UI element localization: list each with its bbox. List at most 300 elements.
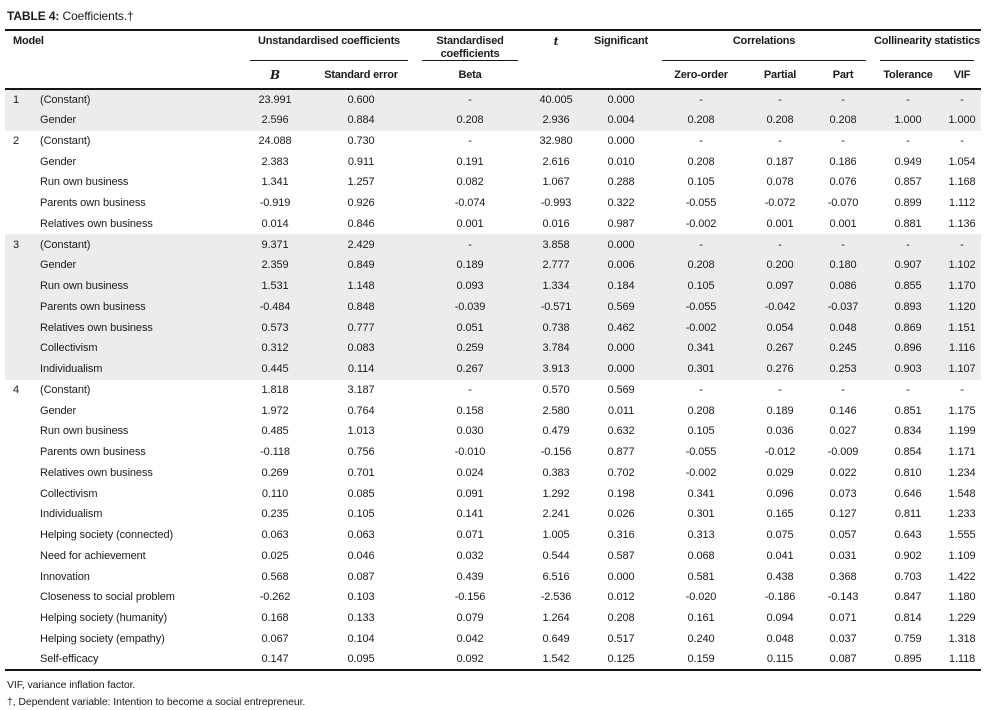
value-cell: 0.208	[587, 608, 655, 629]
value-cell: 3.913	[525, 359, 587, 380]
value-cell: -0.484	[243, 297, 307, 318]
footnote-vif: VIF, variance inflation factor.	[7, 677, 981, 694]
value-cell: 0.048	[813, 317, 873, 338]
value-cell: 1.013	[307, 421, 415, 442]
value-cell: -	[873, 131, 943, 152]
column-header-model: Model	[5, 31, 243, 89]
value-cell: 0.245	[813, 338, 873, 359]
model-number-cell	[5, 297, 33, 318]
value-cell: -0.118	[243, 442, 307, 463]
predictor-label-cell: Helping society (humanity)	[33, 608, 243, 629]
table-row	[5, 525, 981, 546]
value-cell: 1.054	[943, 151, 981, 172]
value-cell: -	[415, 89, 525, 110]
value-cell: 0.091	[415, 483, 525, 504]
value-cell: 0.438	[747, 566, 813, 587]
value-cell: -	[415, 234, 525, 255]
value-cell: 0.368	[813, 566, 873, 587]
value-cell: -0.993	[525, 193, 587, 214]
value-cell: 1.136	[943, 214, 981, 235]
predictor-label-cell: Relatives own business	[33, 463, 243, 484]
value-cell: 0.911	[307, 151, 415, 172]
value-cell: 0.949	[873, 151, 943, 172]
column-header-t: t	[525, 31, 587, 89]
value-cell: 0.485	[243, 421, 307, 442]
value-cell: 1.118	[943, 649, 981, 670]
value-cell: 0.764	[307, 400, 415, 421]
model-number-cell	[5, 442, 33, 463]
value-cell: 3.187	[307, 380, 415, 401]
value-cell: 0.208	[655, 110, 747, 131]
value-cell: 0.087	[813, 649, 873, 670]
group-header-standardised-coefficients: Standardised coefficients	[415, 31, 525, 61]
value-cell: 0.184	[587, 276, 655, 297]
value-cell: 0.085	[307, 483, 415, 504]
predictor-label-cell: (Constant)	[33, 131, 243, 152]
value-cell: -	[813, 131, 873, 152]
value-cell: 0.036	[747, 421, 813, 442]
value-cell: 0.092	[415, 649, 525, 670]
value-cell: 1.067	[525, 172, 587, 193]
value-cell: 1.548	[943, 483, 981, 504]
model-number-cell	[5, 504, 33, 525]
table-row	[5, 110, 981, 131]
value-cell: 1.229	[943, 608, 981, 629]
model-number-cell	[5, 421, 33, 442]
value-cell: 2.241	[525, 504, 587, 525]
model-number-cell	[5, 649, 33, 670]
table-row	[5, 89, 981, 110]
value-cell: 0.048	[747, 629, 813, 650]
value-cell: 0.189	[747, 400, 813, 421]
value-cell: -0.571	[525, 297, 587, 318]
model-number-cell	[5, 566, 33, 587]
value-cell: 0.847	[873, 587, 943, 608]
value-cell: -0.186	[747, 587, 813, 608]
value-cell: -	[747, 131, 813, 152]
value-cell: 0.573	[243, 317, 307, 338]
predictor-label-cell: Relatives own business	[33, 317, 243, 338]
predictor-label-cell: Run own business	[33, 421, 243, 442]
value-cell: 0.051	[415, 317, 525, 338]
value-cell: 1.005	[525, 525, 587, 546]
value-cell: 0.093	[415, 276, 525, 297]
value-cell: -0.042	[747, 297, 813, 318]
value-cell: 0.811	[873, 504, 943, 525]
value-cell: 0.987	[587, 214, 655, 235]
value-cell: 0.087	[307, 566, 415, 587]
predictor-label-cell: Collectivism	[33, 338, 243, 359]
value-cell: 0.643	[873, 525, 943, 546]
value-cell: -0.156	[525, 442, 587, 463]
value-cell: -0.055	[655, 193, 747, 214]
value-cell: 0.187	[747, 151, 813, 172]
value-cell: 1.171	[943, 442, 981, 463]
value-cell: 1.112	[943, 193, 981, 214]
value-cell: 1.234	[943, 463, 981, 484]
value-cell: 0.269	[243, 463, 307, 484]
value-cell: 0.071	[415, 525, 525, 546]
model-number-cell	[5, 110, 33, 131]
value-cell: 0.057	[813, 525, 873, 546]
value-cell: 0.071	[813, 608, 873, 629]
value-cell: 0.073	[813, 483, 873, 504]
value-cell: 1.000	[943, 110, 981, 131]
group-header-collinearity-statistics: Collinearity statistics	[873, 31, 981, 61]
model-number-cell	[5, 276, 33, 297]
column-header-standard-error: Standard error	[307, 61, 415, 89]
value-cell: 0.105	[655, 172, 747, 193]
value-cell: 0.000	[587, 338, 655, 359]
table-row	[5, 629, 981, 650]
table-row	[5, 400, 981, 421]
coefficients-table	[5, 31, 981, 671]
value-cell: 0.313	[655, 525, 747, 546]
value-cell: -	[655, 131, 747, 152]
value-cell: 0.240	[655, 629, 747, 650]
value-cell: 0.869	[873, 317, 943, 338]
value-cell: 0.078	[747, 172, 813, 193]
value-cell: 0.288	[587, 172, 655, 193]
value-cell: -0.002	[655, 214, 747, 235]
value-cell: 0.439	[415, 566, 525, 587]
value-cell: 9.371	[243, 234, 307, 255]
value-cell: -0.009	[813, 442, 873, 463]
predictor-label-cell: Individualism	[33, 504, 243, 525]
predictor-label-cell: Run own business	[33, 172, 243, 193]
value-cell: -	[747, 380, 813, 401]
table-footnotes	[5, 671, 981, 710]
value-cell: 0.730	[307, 131, 415, 152]
predictor-label-cell: Need for achievement	[33, 546, 243, 567]
value-cell: -0.070	[813, 193, 873, 214]
value-cell: 0.105	[655, 276, 747, 297]
column-header-significant: Significant	[587, 31, 655, 89]
predictor-label-cell: Gender	[33, 400, 243, 421]
value-cell: 0.095	[307, 649, 415, 670]
table-row	[5, 608, 981, 629]
predictor-label-cell: (Constant)	[33, 380, 243, 401]
value-cell: -0.074	[415, 193, 525, 214]
predictor-label-cell: Parents own business	[33, 297, 243, 318]
predictor-label-cell: Run own business	[33, 276, 243, 297]
value-cell: 0.312	[243, 338, 307, 359]
value-cell: -0.919	[243, 193, 307, 214]
value-cell: -0.002	[655, 463, 747, 484]
value-cell: 0.000	[587, 131, 655, 152]
value-cell: 0.046	[307, 546, 415, 567]
value-cell: 0.189	[415, 255, 525, 276]
value-cell: -	[655, 234, 747, 255]
value-cell: 0.814	[873, 608, 943, 629]
value-cell: -0.012	[747, 442, 813, 463]
table-row	[5, 442, 981, 463]
value-cell: -	[415, 131, 525, 152]
value-cell: 0.114	[307, 359, 415, 380]
value-cell: 0.004	[587, 110, 655, 131]
value-cell: 1.148	[307, 276, 415, 297]
table-row	[5, 214, 981, 235]
value-cell: 0.161	[655, 608, 747, 629]
value-cell: 24.088	[243, 131, 307, 152]
value-cell: 1.264	[525, 608, 587, 629]
value-cell: 0.165	[747, 504, 813, 525]
value-cell: 0.000	[587, 359, 655, 380]
predictor-label-cell: Helping society (connected)	[33, 525, 243, 546]
table-row	[5, 566, 981, 587]
value-cell: 0.517	[587, 629, 655, 650]
value-cell: 0.031	[813, 546, 873, 567]
model-number-cell	[5, 317, 33, 338]
value-cell: 0.001	[813, 214, 873, 235]
value-cell: 0.025	[243, 546, 307, 567]
value-cell: -0.262	[243, 587, 307, 608]
table-header	[5, 31, 981, 89]
value-cell: 0.000	[587, 234, 655, 255]
table-row	[5, 380, 981, 401]
value-cell: 0.103	[307, 587, 415, 608]
value-cell: -	[943, 380, 981, 401]
model-number-cell: 1	[5, 89, 33, 110]
model-number-cell	[5, 400, 33, 421]
value-cell: 0.600	[307, 89, 415, 110]
footnote-dependent-variable: †, Dependent variable: Intention to become a social entrepreneur.	[7, 694, 981, 710]
column-header-tolerance: Tolerance	[873, 61, 943, 89]
value-cell: 0.445	[243, 359, 307, 380]
value-cell: 0.881	[873, 214, 943, 235]
table-row	[5, 234, 981, 255]
value-cell: 0.208	[747, 110, 813, 131]
value-cell: 0.010	[587, 151, 655, 172]
value-cell: 0.569	[587, 297, 655, 318]
value-cell: 32.980	[525, 131, 587, 152]
value-cell: 1.175	[943, 400, 981, 421]
predictor-label-cell: (Constant)	[33, 89, 243, 110]
value-cell: 0.022	[813, 463, 873, 484]
value-cell: 0.029	[747, 463, 813, 484]
value-cell: 0.180	[813, 255, 873, 276]
value-cell: 0.851	[873, 400, 943, 421]
value-cell: 2.596	[243, 110, 307, 131]
model-number-cell	[5, 172, 33, 193]
value-cell: 0.110	[243, 483, 307, 504]
header-group-row	[5, 31, 981, 61]
value-cell: 2.580	[525, 400, 587, 421]
value-cell: 0.075	[747, 525, 813, 546]
value-cell: 0.104	[307, 629, 415, 650]
value-cell: 0.855	[873, 276, 943, 297]
value-cell: 0.133	[307, 608, 415, 629]
value-cell: 0.042	[415, 629, 525, 650]
table-row	[5, 193, 981, 214]
value-cell: 1.542	[525, 649, 587, 670]
value-cell: 0.253	[813, 359, 873, 380]
value-cell: 0.032	[415, 546, 525, 567]
value-cell: -0.055	[655, 442, 747, 463]
value-cell: 0.011	[587, 400, 655, 421]
value-cell: 0.907	[873, 255, 943, 276]
group-header-correlations: Correlations	[655, 31, 873, 61]
predictor-label-cell: Relatives own business	[33, 214, 243, 235]
value-cell: 0.198	[587, 483, 655, 504]
value-cell: 0.877	[587, 442, 655, 463]
value-cell: -0.055	[655, 297, 747, 318]
value-cell: -	[873, 234, 943, 255]
column-header-beta: Beta	[415, 61, 525, 89]
value-cell: 1.109	[943, 546, 981, 567]
value-cell: 0.570	[525, 380, 587, 401]
value-cell: -	[655, 89, 747, 110]
value-cell: 0.810	[873, 463, 943, 484]
value-cell: 1.555	[943, 525, 981, 546]
value-cell: 0.097	[747, 276, 813, 297]
value-cell: 1.334	[525, 276, 587, 297]
value-cell: -	[655, 380, 747, 401]
model-number-cell: 2	[5, 131, 33, 152]
value-cell: 0.001	[415, 214, 525, 235]
value-cell: 1.168	[943, 172, 981, 193]
value-cell: 0.267	[747, 338, 813, 359]
value-cell: 0.115	[747, 649, 813, 670]
value-cell: 0.067	[243, 629, 307, 650]
value-cell: -	[747, 89, 813, 110]
value-cell: 1.180	[943, 587, 981, 608]
predictor-label-cell: Individualism	[33, 359, 243, 380]
value-cell: 0.759	[873, 629, 943, 650]
predictor-label-cell: Closeness to social problem	[33, 587, 243, 608]
value-cell: 0.159	[655, 649, 747, 670]
model-number-cell	[5, 525, 33, 546]
value-cell: 0.902	[873, 546, 943, 567]
value-cell: 0.006	[587, 255, 655, 276]
value-cell: 0.738	[525, 317, 587, 338]
predictor-label-cell: Helping society (empathy)	[33, 629, 243, 650]
table-row	[5, 276, 981, 297]
predictor-label-cell: (Constant)	[33, 234, 243, 255]
value-cell: 0.383	[525, 463, 587, 484]
value-cell: 0.301	[655, 504, 747, 525]
value-cell: 2.777	[525, 255, 587, 276]
model-number-cell	[5, 629, 33, 650]
value-cell: 0.086	[813, 276, 873, 297]
table-row	[5, 359, 981, 380]
value-cell: 0.846	[307, 214, 415, 235]
value-cell: 2.383	[243, 151, 307, 172]
value-cell: -	[873, 89, 943, 110]
table-body	[5, 89, 981, 670]
value-cell: 2.359	[243, 255, 307, 276]
value-cell: 0.016	[525, 214, 587, 235]
column-header-partial: Partial	[747, 61, 813, 89]
predictor-label-cell: Innovation	[33, 566, 243, 587]
value-cell: 0.895	[873, 649, 943, 670]
model-number-cell	[5, 151, 33, 172]
value-cell: 0.208	[655, 151, 747, 172]
value-cell: -	[943, 234, 981, 255]
model-number-cell	[5, 546, 33, 567]
value-cell: 0.037	[813, 629, 873, 650]
predictor-label-cell: Gender	[33, 151, 243, 172]
value-cell: 0.756	[307, 442, 415, 463]
table-row	[5, 131, 981, 152]
value-cell: 0.581	[655, 566, 747, 587]
value-cell: 0.208	[655, 255, 747, 276]
predictor-label-cell: Parents own business	[33, 193, 243, 214]
value-cell: 0.903	[873, 359, 943, 380]
value-cell: 1.318	[943, 629, 981, 650]
value-cell: 1.170	[943, 276, 981, 297]
value-cell: 0.857	[873, 172, 943, 193]
value-cell: 1.972	[243, 400, 307, 421]
value-cell: 0.127	[813, 504, 873, 525]
value-cell: 0.168	[243, 608, 307, 629]
value-cell: 0.000	[587, 89, 655, 110]
table-title	[5, 5, 981, 31]
value-cell: 1.116	[943, 338, 981, 359]
table-row	[5, 504, 981, 525]
value-cell: 0.854	[873, 442, 943, 463]
model-number-cell: 4	[5, 380, 33, 401]
model-number-cell	[5, 463, 33, 484]
value-cell: 1.257	[307, 172, 415, 193]
value-cell: 0.094	[747, 608, 813, 629]
value-cell: 0.083	[307, 338, 415, 359]
value-cell: 2.616	[525, 151, 587, 172]
value-cell: 0.701	[307, 463, 415, 484]
value-cell: -	[943, 89, 981, 110]
table-row	[5, 297, 981, 318]
predictor-label-cell: Gender	[33, 110, 243, 131]
value-cell: 0.646	[873, 483, 943, 504]
value-cell: -	[943, 131, 981, 152]
model-number-cell	[5, 255, 33, 276]
value-cell: 0.276	[747, 359, 813, 380]
value-cell: -0.072	[747, 193, 813, 214]
predictor-label-cell: Collectivism	[33, 483, 243, 504]
model-number-cell	[5, 214, 33, 235]
table-row	[5, 463, 981, 484]
value-cell: 0.001	[747, 214, 813, 235]
value-cell: 1.000	[873, 110, 943, 131]
model-number-cell	[5, 359, 33, 380]
value-cell: 0.267	[415, 359, 525, 380]
value-cell: 0.587	[587, 546, 655, 567]
column-header-part: Part	[813, 61, 873, 89]
column-header-vif: VIF	[943, 61, 981, 89]
value-cell: 0.777	[307, 317, 415, 338]
value-cell: -	[415, 380, 525, 401]
table-title-text: Coefficients.†	[59, 9, 133, 23]
value-cell: 0.208	[655, 400, 747, 421]
predictor-label-cell: Parents own business	[33, 442, 243, 463]
value-cell: 0.322	[587, 193, 655, 214]
column-header-zero-order: Zero-order	[655, 61, 747, 89]
value-cell: 1.102	[943, 255, 981, 276]
value-cell: 0.141	[415, 504, 525, 525]
value-cell: 0.849	[307, 255, 415, 276]
table-row	[5, 317, 981, 338]
table-row	[5, 546, 981, 567]
table-row	[5, 151, 981, 172]
value-cell: 0.200	[747, 255, 813, 276]
value-cell: 2.429	[307, 234, 415, 255]
value-cell: 0.105	[307, 504, 415, 525]
value-cell: -0.039	[415, 297, 525, 318]
value-cell: 1.107	[943, 359, 981, 380]
model-number-cell	[5, 483, 33, 504]
value-cell: 0.703	[873, 566, 943, 587]
value-cell: -0.156	[415, 587, 525, 608]
